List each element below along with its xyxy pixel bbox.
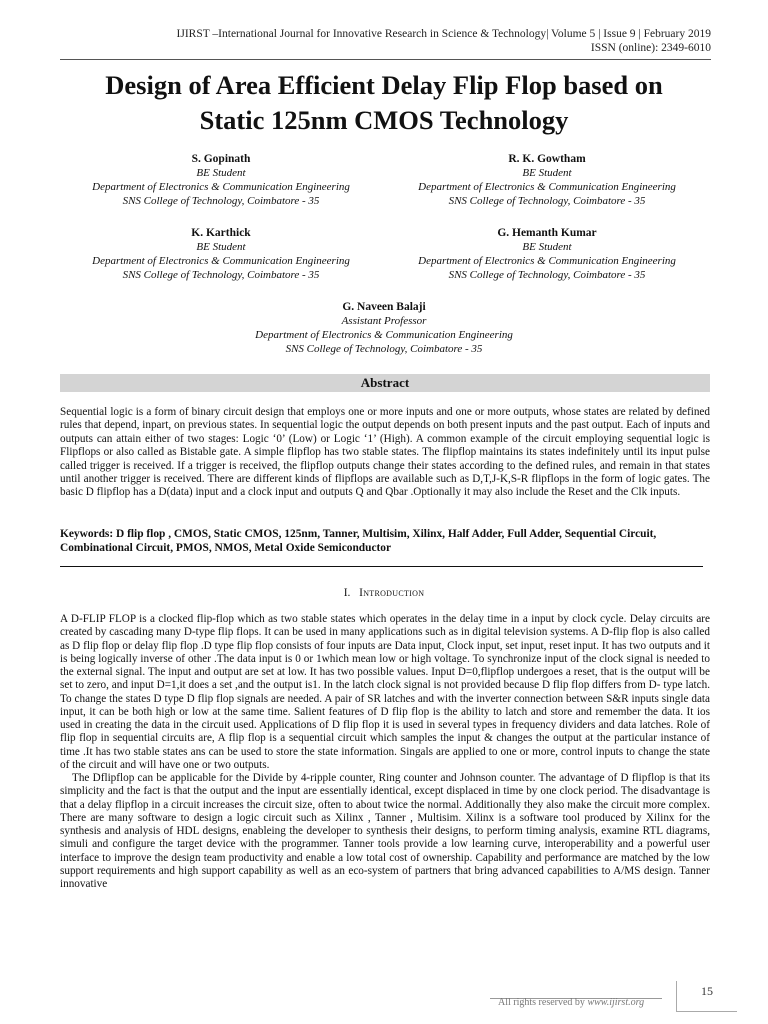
author-name: S. Gopinath — [191, 153, 251, 165]
author-name: K. Karthick — [191, 227, 251, 239]
paragraph: The Dflipflop can be applicable for the Divide by 4-ripple counter, Ring counter and Johnson counter. The advantage of D flipflop is that its simplicity and the fact is that the output and the input are essentially identical, except displaced in time by one clock period. The disadvantage is that a delay flipflop in a circuit increases the circuit size, often to about twice the normal. Additionally they also make the circuit more complex. There are many software to design a logic circuit such as Xilinx , Tanner , Multisim. Xilinx is a software tool produced by Xilinx for the synthesis and analysis of HDL designs, enableing the developer to synthesis their designs, to perform timing analysis, examine RTL diagrams, simuli and configure the target device with the programmer. Tanner tools provide a low learning curve, interoperability and a powerful user interface to improve the design team productivity and enable a low total cost of ownership. Capability and performance are matched by the low support requirements and high support capability as well as an eco-system of partners that bring advanced capabilities to A/MS design. Tanner innovative — [60, 772, 710, 890]
abstract-text: Sequential logic is a form of binary circuit design that employs one or more inputs and one or more outputs, whose states are related by defined rules that depend, inpart, on previous states. In sequential logic the output depends on both present inputs and the past output. Each of inputs and outputs can attain either of two stages: Logic ‘0’ (Low) or Logic ‘1’ (High). A common example of the circuit employing sequential logic is Flipflops or also called as Bistable gate. A simple flipflop has two stable states. The flipflop maintains its states indefinitely until its input pulse called trigger is received. If a trigger is received, the flipflop outputs change their states according to the defined rules, and remain in that states until another trigger is received. There are different kinds of flipflops are available such as D,T,J-K,S-R flipflops in the form of logic gates. The basic D flipflop has a D(data) input and a clock input and outputs Q and Qbar .Optionally it may also include the Reset and the Clk inputs. — [60, 406, 710, 499]
author-block — [382, 152, 712, 208]
paper-title-line1: Design of Area Efficient Delay Flip Flop based on — [105, 70, 663, 100]
abstract-heading: Abstract — [60, 374, 710, 392]
footer-rights-text: All rights reserved by — [498, 997, 588, 1008]
author-role: Assistant Professor — [341, 315, 427, 327]
author-department: Department of Electronics & Communication Engineering — [92, 255, 350, 267]
section-heading — [0, 587, 768, 599]
author-college: SNS College of Technology, Coimbatore - 35 — [122, 195, 320, 207]
section-number: I. — [343, 587, 351, 599]
author-department: Department of Electronics & Communication Engineering — [418, 181, 676, 193]
introduction-body — [60, 613, 710, 891]
section-separator — [60, 566, 703, 567]
author-college: SNS College of Technology, Coimbatore - 35 — [448, 195, 646, 207]
author-block — [382, 226, 712, 282]
paragraph: A D-FLIP FLOP is a clocked flip-flop which as two stable states which operates in the delay time in a input by clock cycle. Delay circuits are created by cascading many D-type flip flops. It can be used in many applications such as in digital television systems. A D-flip flop is also called as D flip flop or delay flip flop .D type flip flop consists of four inputs are Data input, Clock input, set input, reset input. It has two outputs and it is being logically inverse of other .The data input is 0 or 1which mean low or high voltage. To synchronize input of the clock signal is needed to the external signal. The input and output are set at low. It has two possible values. Input D=0,flipflop undergoes a reset, that is the output will be set to zero, and input D=1,it does a set ,and the output is1. In the latch clock signal is not provided because D flip flop differs from D- type latch. To change the states D type D flip flop signals are needed. A pair of SR latches and with the inverter connection between S&R inputs single data input, it can be both high or low at the same time. Salient features of D flip flop is the ability to latch and store and remember the data. It ios used in creating the data in the circuit used. Applications of D flip flop it is used in several types in frequency dividers and data latches. Role of flip flop in sequential circuits are, A flip flop is a sequential circuit which samples the input & changes the output at the particular instance of time .It has two stable states ans can be used to store the state information. Singals are applied to one or more, control inputs to change the state of the circuit and will have one or two outputs. — [60, 613, 710, 771]
author-block — [56, 226, 386, 282]
author-college: SNS College of Technology, Coimbatore - 35 — [448, 269, 646, 281]
journal-header-line1: IJIRST –International Journal for Innovative Research in Science & Technology| Volume 5 | Issue 9 | February 2019 — [176, 28, 711, 40]
author-college: SNS College of Technology, Coimbatore - 35 — [285, 343, 483, 355]
author-department: Department of Electronics & Communication Engineering — [255, 329, 513, 341]
author-name: G. Hemanth Kumar — [497, 227, 597, 239]
author-department: Department of Electronics & Communication Engineering — [92, 181, 350, 193]
footer-rights — [498, 997, 644, 1008]
section-title: Introduction — [359, 587, 425, 599]
journal-header-line2: ISSN (online): 2349-6010 — [590, 42, 711, 54]
author-role: BE Student — [522, 241, 572, 253]
paper-title — [40, 68, 728, 138]
journal-header — [177, 27, 711, 55]
page-number: 15 — [676, 981, 737, 1012]
author-block — [219, 300, 549, 356]
keywords: Keywords: D flip flop , CMOS, Static CMOS, 125nm, Tanner, Multisim, Xilinx, Half Adder, Full Adder, Sequential Circuit, Combinational Circuit, PMOS, NMOS, Metal Oxide Semiconductor — [60, 528, 657, 554]
author-role: BE Student — [196, 167, 246, 179]
author-name: R. K. Gowtham — [508, 153, 586, 165]
author-college: SNS College of Technology, Coimbatore - 35 — [122, 269, 320, 281]
footer-site-link[interactable]: www.ijirst.org — [587, 997, 645, 1008]
author-block — [56, 152, 386, 208]
header-rule — [60, 59, 711, 60]
author-department: Department of Electronics & Communication Engineering — [418, 255, 676, 267]
author-role: BE Student — [522, 167, 572, 179]
author-role: BE Student — [196, 241, 246, 253]
paper-title-line2: Static 125nm CMOS Technology — [199, 105, 569, 135]
author-name: G. Naveen Balaji — [342, 301, 426, 313]
